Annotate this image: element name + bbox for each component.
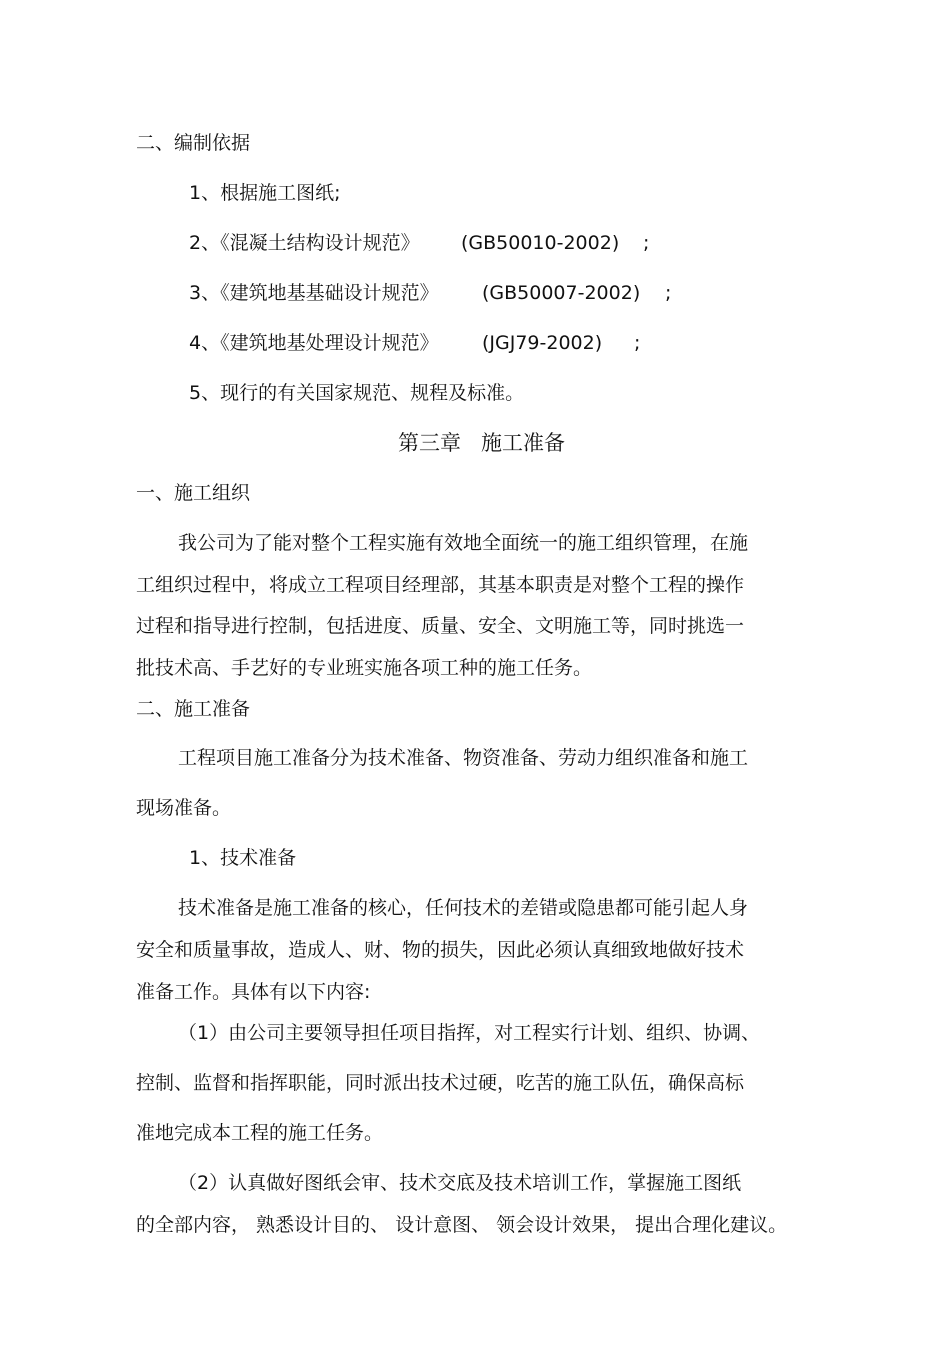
section-heading-preparation: 二、施工准备 bbox=[136, 698, 251, 720]
paragraph-line: 安全和质量事故，造成人、财、物的损失，因此必须认真细致地做好技术 bbox=[136, 939, 745, 961]
item-separator: ; bbox=[634, 332, 641, 354]
paragraph-line: 现场准备。 bbox=[136, 797, 232, 819]
section-heading-organization: 一、施工组织 bbox=[136, 482, 251, 504]
chapter-title bbox=[398, 430, 585, 456]
paragraph-line: （1）由公司主要领导担任项目指挥，对工程实行计划、组织、协调、 bbox=[178, 1022, 761, 1044]
standard-name: 3、《建筑地基基础设计规范》 bbox=[189, 282, 439, 304]
paragraph-line: 工程项目施工准备分为技术准备、物资准备、劳动力组织准备和施工 bbox=[178, 747, 749, 769]
section-heading-basis: 二、编制依据 bbox=[136, 132, 251, 154]
item-separator: ; bbox=[665, 282, 672, 304]
paragraph-line: 准备工作。具体有以下内容: bbox=[136, 981, 371, 1003]
standard-name: 2、《混凝土结构设计规范》 bbox=[189, 232, 420, 254]
subsection-heading-tech: 1、技术准备 bbox=[189, 847, 297, 869]
paragraph-line: 技术准备是施工准备的核心，任何技术的差错或隐患都可能引起人身 bbox=[178, 897, 749, 919]
standard-name: 4、《建筑地基处理设计规范》 bbox=[189, 332, 439, 354]
item-separator: ; bbox=[643, 232, 650, 254]
paragraph-line: （2）认真做好图纸会审、技术交底及技术培训工作，掌握施工图纸 bbox=[178, 1172, 742, 1194]
paragraph-line: 批技术高、手艺好的专业班实施各项工种的施工任务。 bbox=[136, 657, 593, 679]
standard-code: (GB50010-2002) bbox=[461, 232, 620, 254]
chapter-name: 施工准备 bbox=[481, 431, 565, 455]
standard-code: (JGJ79-2002) bbox=[482, 332, 603, 354]
paragraph-line: 工组织过程中，将成立工程项目经理部，其基本职责是对整个工程的操作 bbox=[136, 574, 745, 596]
paragraph-line: 过程和指导进行控制，包括进度、质量、安全、文明施工等，同时挑选一 bbox=[136, 615, 745, 637]
paragraph-line: 的全部内容， 熟悉设计目的、 设计意图、 领会设计效果， 提出合理化建议。 bbox=[136, 1214, 788, 1236]
basis-item-5: 5、现行的有关国家规范、规程及标准。 bbox=[189, 382, 525, 404]
chapter-number: 第三章 bbox=[398, 431, 461, 455]
paragraph-line: 我公司为了能对整个工程实施有效地全面统一的施工组织管理，在施 bbox=[178, 532, 749, 554]
paragraph-line: 控制、监督和指挥职能，同时派出技术过硬，吃苦的施工队伍，确保高标 bbox=[136, 1072, 745, 1094]
basis-item-1: 1、根据施工图纸; bbox=[189, 182, 341, 204]
standard-code: (GB50007-2002) bbox=[482, 282, 641, 304]
paragraph-line: 准地完成本工程的施工任务。 bbox=[136, 1122, 384, 1144]
